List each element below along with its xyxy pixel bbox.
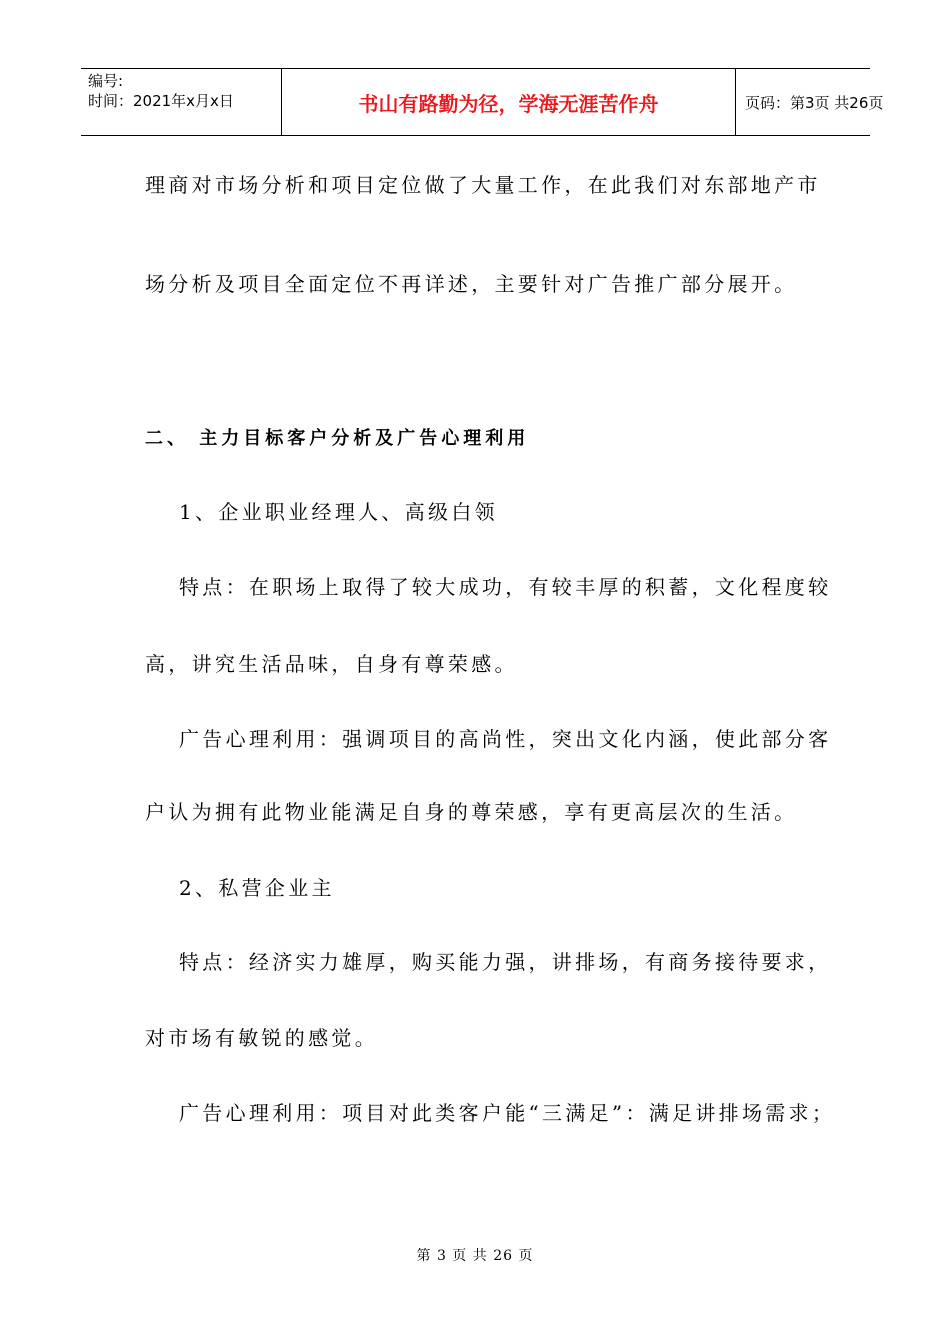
doc-time-label: 时间：2021年x月x日 <box>88 92 234 110</box>
body-line: 户认为拥有此物业能满足自身的尊荣感，享有更高层次的生活。 <box>145 800 798 824</box>
document-header <box>81 68 884 136</box>
body-line: 特点：经济实力雄厚，购买能力强，讲排场，有商务接待要求， <box>179 950 832 974</box>
header-page-info: 页码：第3页 共26页 <box>745 94 884 112</box>
body-line: 高，讲究生活品味，自身有尊荣感。 <box>145 652 518 676</box>
body-line: 理商对市场分析和项目定位做了大量工作，在此我们对东部地产市 <box>145 173 821 197</box>
doc-number-label: 编号: <box>88 72 124 90</box>
body-line: 广告心理利用：强调项目的高尚性，突出文化内涵，使此部分客 <box>179 727 832 751</box>
body-line: 广告心理利用：项目对此类客户能“三满足”：满足讲排场需求； <box>179 1101 836 1125</box>
section-heading: 二、 主力目标客户分析及广告心理利用 <box>145 428 530 449</box>
body-line: 对市场有敏锐的感觉。 <box>145 1026 378 1050</box>
page-footer: 第 3 页 共 26 页 <box>416 1248 534 1264</box>
body-line: 场分析及项目全面定位不再详述，主要针对广告推广部分展开。 <box>145 272 798 296</box>
body-line: 特点：在职场上取得了较大成功，有较丰厚的积蓄，文化程度较 <box>179 575 832 599</box>
header-motto-cell <box>281 69 736 135</box>
header-info-cell <box>81 69 281 135</box>
body-line: 2、私营企业主 <box>179 876 335 900</box>
body-line: 1、企业职业经理人、高级白领 <box>179 500 498 524</box>
header-page-cell <box>736 69 884 135</box>
header-motto: 书山有路勤为径，学海无涯苦作舟 <box>358 92 659 116</box>
